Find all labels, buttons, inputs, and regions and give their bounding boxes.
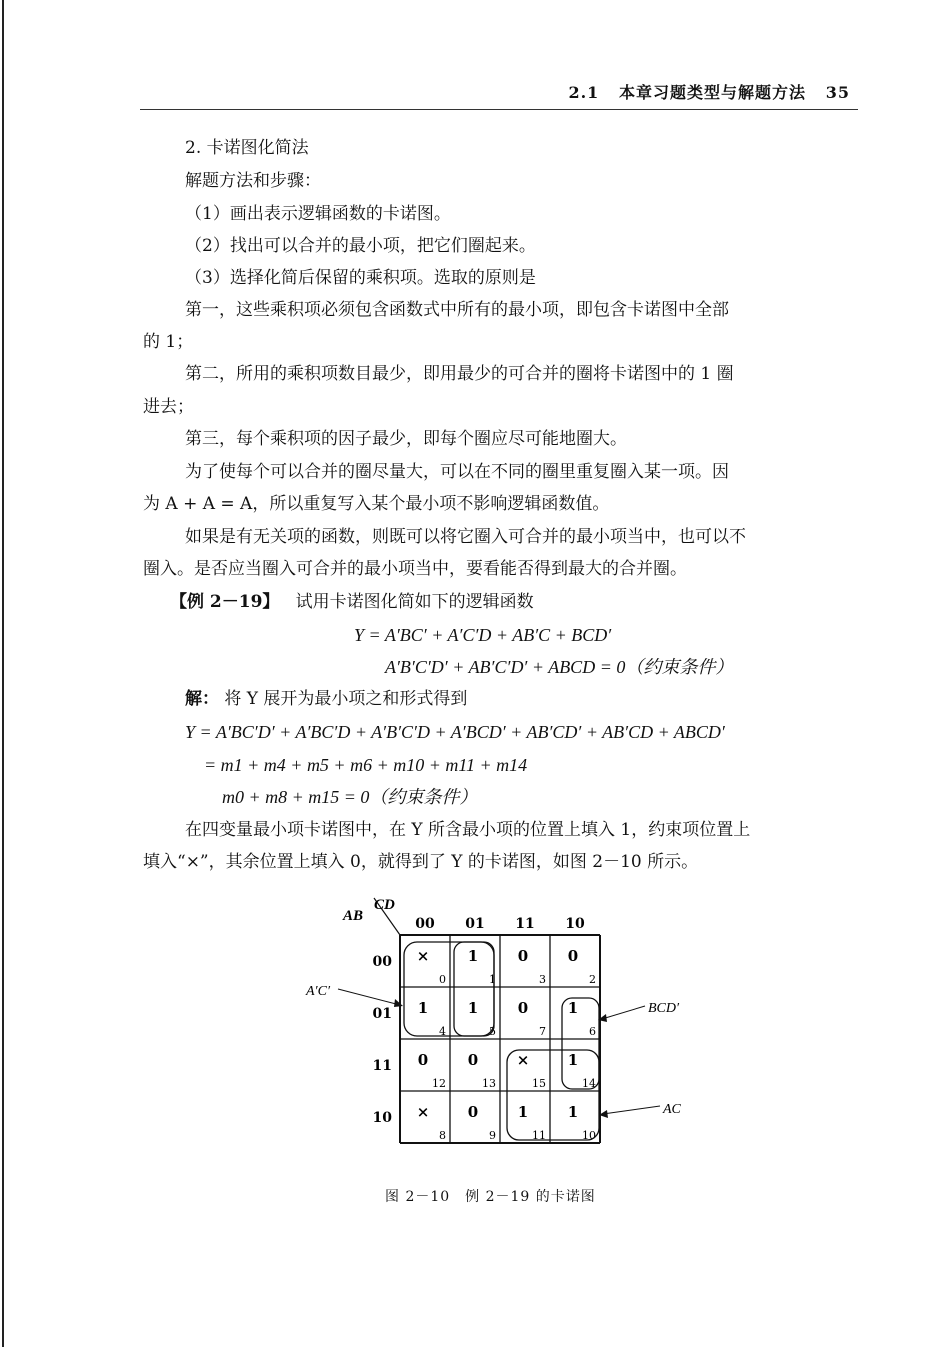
kmap-col-label: 00 (415, 916, 435, 932)
step-1: （1）画出表示逻辑函数的卡诺图。 (185, 204, 451, 224)
kmap-cell-value: × (416, 1103, 430, 1121)
kmap-cell-value: × (416, 947, 430, 965)
kmap-cell-value: 1 (417, 999, 429, 1017)
kmap-cell-value: 1 (467, 999, 479, 1017)
solution-label: 解： (185, 689, 219, 709)
kmap-cell-value: 1 (567, 999, 579, 1017)
kmap-cell-value: 0 (417, 1051, 429, 1069)
kmap-cell-value: 1 (467, 947, 479, 965)
kmap-cell-index: 3 (539, 973, 546, 986)
kmap-cell-value: 1 (567, 1051, 579, 1069)
section-number: 2.1 (568, 83, 600, 102)
para-3-line-2: 填入“×”，其余位置上填入 0，就得到了 Y 的卡诺图，如图 2－10 所示。 (143, 852, 699, 872)
kmap-row-label: 01 (372, 1006, 392, 1022)
annotation-left-arrow (338, 989, 400, 1005)
section-title: 本章习题类型与解题方法 (619, 83, 807, 102)
kmap-row-label: 00 (372, 954, 392, 970)
equation-4: = m1 + m4 + m5 + m6 + m10 + m11 + m14 (204, 755, 528, 775)
page-edge-rule (2, 0, 4, 1347)
rule-2-line-2: 进去； (143, 397, 194, 417)
para-2-line-2: 圈入。是否应当圈入可合并的最小项当中，要看能否得到最大的合并圈。 (143, 559, 687, 579)
kmap-col-label: 11 (515, 916, 535, 932)
kmap-cell-index: 15 (532, 1077, 546, 1090)
kmap-row-label: 11 (372, 1058, 392, 1074)
kmap-cell-index: 7 (539, 1025, 546, 1038)
karnaugh-map (300, 888, 720, 1158)
equation-2: A′B′C′D′ + AB′C′D′ + ABCD = 0（约束条件） (385, 657, 734, 677)
kmap-row-var: AB (343, 908, 364, 924)
kmap-cell-value: 1 (517, 1103, 529, 1121)
kmap-cell-value: 0 (567, 947, 579, 965)
kmap-cell-index: 14 (582, 1077, 596, 1090)
solution-text: 将 Y 展开为最小项之和形式得到 (224, 689, 468, 709)
kmap-cell-index: 10 (582, 1129, 596, 1142)
para-2-line-1: 如果是有无关项的函数，则既可以将它圈入可合并的最小项当中，也可以不 (185, 527, 746, 547)
running-header (140, 80, 858, 110)
para-3-line-1: 在四变量最小项卡诺图中，在 Y 所含最小项的位置上填入 1，约束项位置上 (185, 820, 751, 840)
kmap-cell-index: 5 (489, 1025, 496, 1038)
kmap-cell-index: 4 (439, 1025, 446, 1038)
kmap-col-label: 10 (565, 916, 585, 932)
solution-line (185, 688, 467, 710)
kmap-cell-value: 0 (517, 947, 529, 965)
example-line (170, 591, 534, 613)
kmap-cell-index: 8 (439, 1129, 446, 1142)
kmap-cell-value: 0 (467, 1051, 479, 1069)
figure-caption: 图 2－10 例 2－19 的卡诺图 (385, 1189, 596, 1205)
kmap-col-label: 01 (465, 916, 485, 932)
kmap-cell-index: 6 (589, 1025, 596, 1038)
rule-1-line-1: 第一，这些乘积项必须包含函数式中所有的最小项，即包含卡诺图中全部 (185, 300, 729, 320)
kmap-cell-index: 13 (482, 1077, 496, 1090)
step-2: （2）找出可以合并的最小项，把它们圈起来。 (185, 236, 536, 256)
kmap-cell-index: 11 (532, 1129, 546, 1142)
header-rule (140, 109, 858, 110)
equation-5: m0 + m8 + m15 = 0（约束条件） (222, 787, 478, 807)
kmap-cell-index: 2 (589, 973, 596, 986)
kmap-cell-value: 0 (467, 1103, 479, 1121)
step-3: （3）选择化简后保留的乘积项。选取的原则是 (185, 268, 536, 288)
kmap-cell-index: 12 (432, 1077, 446, 1090)
para-1-line-1: 为了使每个可以合并的圈尽量大，可以在不同的圈里重复圈入某一项。因 (185, 462, 729, 482)
kmap-cell-value: 0 (517, 999, 529, 1017)
annotation-right-top: BCD′ (648, 1001, 680, 1016)
kmap-cell-value: 1 (567, 1103, 579, 1121)
heading: 2. 卡诺图化简法 (185, 138, 309, 158)
kmap-cell-index: 0 (439, 973, 446, 986)
rule-2-line-1: 第二，所用的乘积项数目最少，即用最少的可合并的圈将卡诺图中的 1 圈 (185, 364, 734, 384)
kmap-cell-index: 9 (489, 1129, 496, 1142)
equation-1: Y = A′BC′ + A′C′D + AB′C + BCD′ (354, 625, 612, 645)
para-1-line-2: 为 A + A = A，所以重复写入某个最小项不影响逻辑函数值。 (143, 494, 610, 514)
example-label: 【例 2－19】 (170, 592, 280, 612)
kmap-cell-index: 1 (489, 973, 496, 986)
rule-3: 第三，每个乘积项的因子最少，即每个圈应尽可能地圈大。 (185, 429, 627, 449)
annotation-left: A′C′ (306, 984, 331, 999)
annotation-right-top-arrow (602, 1006, 645, 1019)
annotation-right-bottom: AC (663, 1102, 681, 1117)
page-number: 35 (825, 83, 850, 102)
method-title: 解题方法和步骤： (185, 171, 321, 191)
kmap-col-var: CD (374, 897, 395, 913)
kmap-row-label: 10 (372, 1110, 392, 1126)
equation-3: Y = A′BC′D′ + A′BC′D + A′B′C′D + A′BCD′ + AB′CD′ + AB′CD + ABCD′ (185, 722, 725, 742)
rule-1-line-2: 的 1； (143, 332, 194, 352)
kmap-cell-value: × (516, 1051, 530, 1069)
annotation-right-bottom-arrow (603, 1106, 660, 1114)
example-text: 试用卡诺图化简如下的逻辑函数 (295, 592, 534, 612)
